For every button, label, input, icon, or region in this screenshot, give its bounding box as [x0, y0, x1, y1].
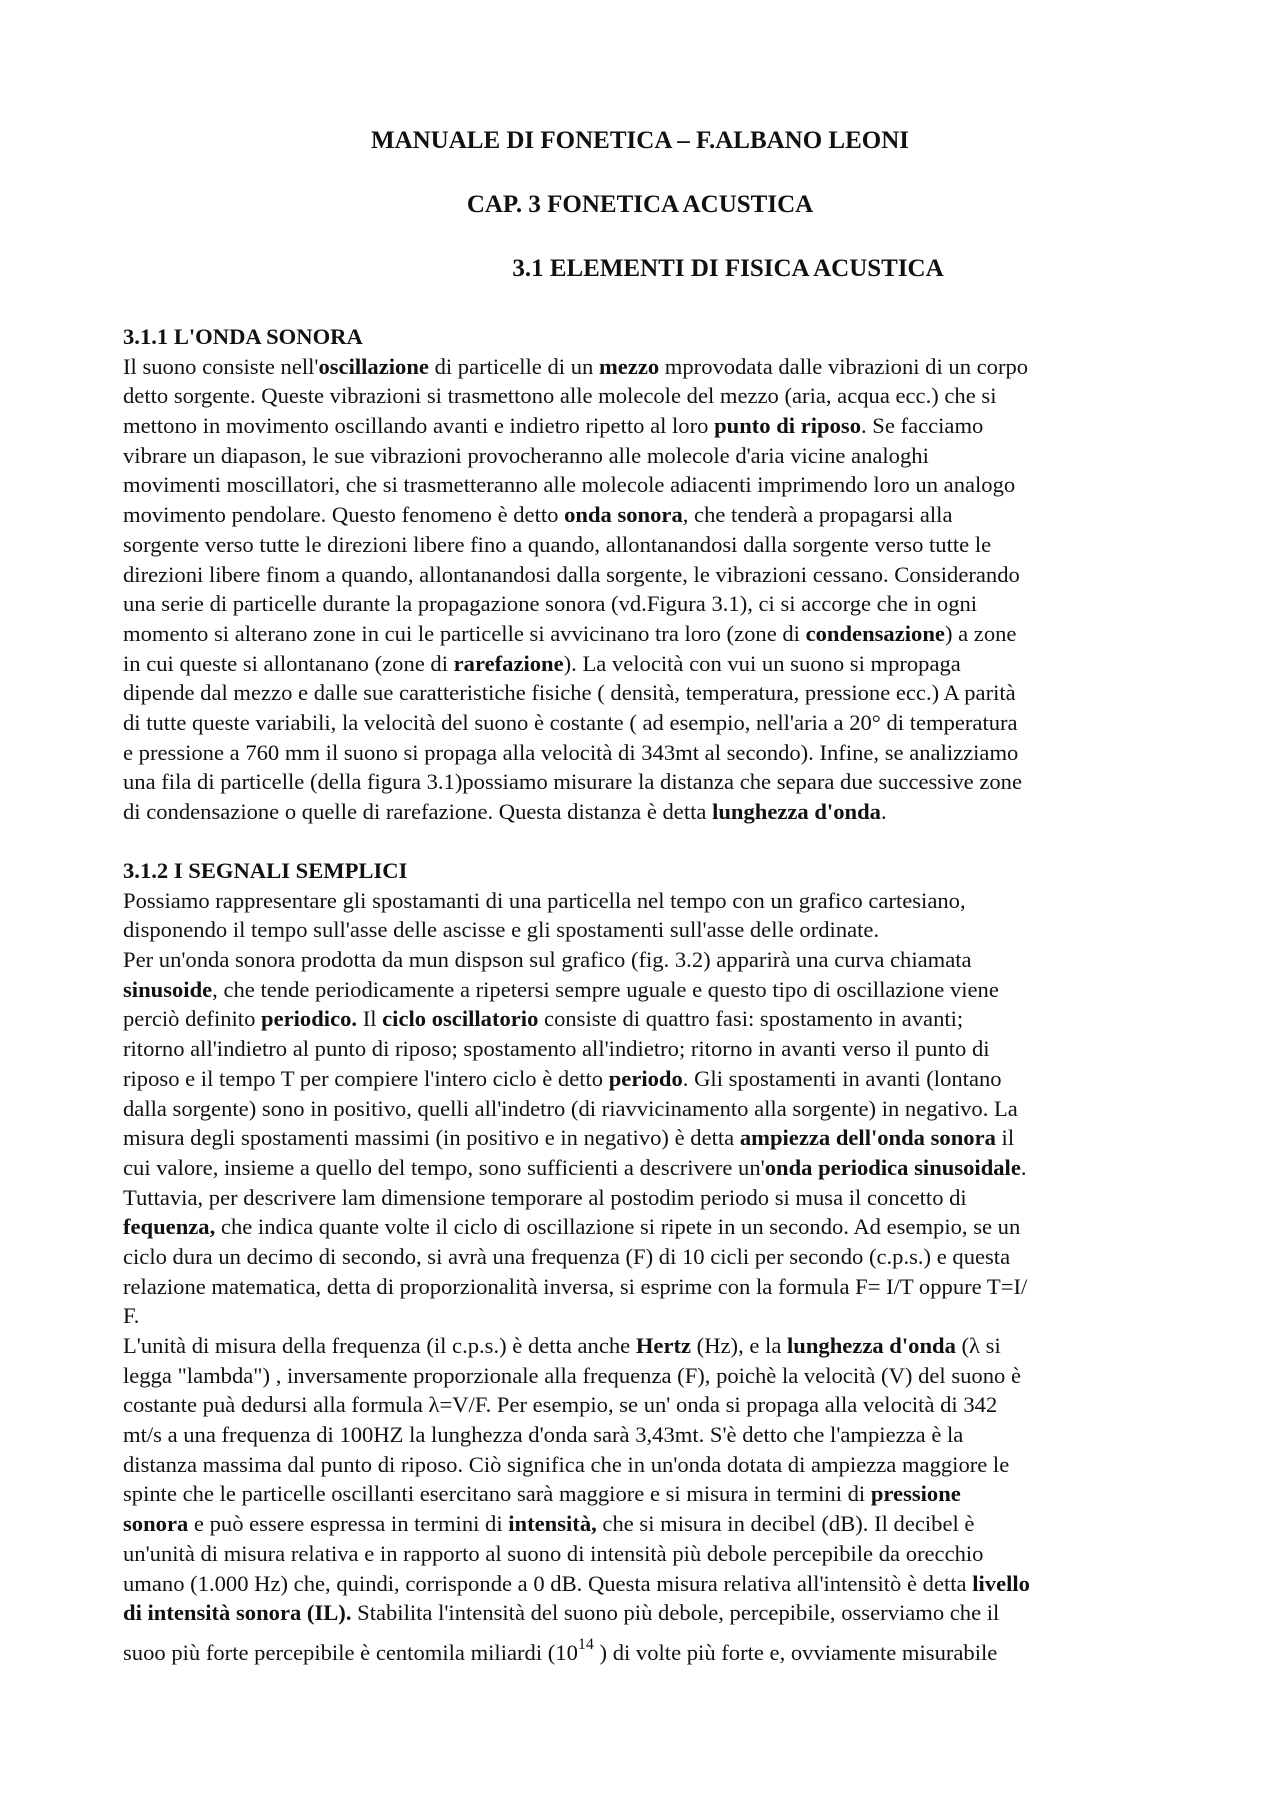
section-onda-sonora [123, 322, 1173, 827]
bold-term: rarefazione [453, 650, 564, 676]
section-title: 3.1 ELEMENTI DI FISICA ACUSTICA [512, 255, 944, 282]
paragraph-line: Il suono consiste nell'oscillazione di particelle di un mezzo mprovodata dalle vibrazioni di un corpo [123, 353, 1029, 379]
paragraph-line: ritorno all'indietro al punto di riposo; spostamento all'indietro; ritorno in avanti verso il punto di [123, 1036, 990, 1062]
paragraph-line: di tutte queste variabili, la velocità del suono è costante ( ad esempio, nell'aria a 20° di temperatura [123, 709, 1018, 735]
bold-term: punto di riposo [714, 413, 861, 439]
bold-term: periodo [608, 1065, 683, 1091]
paragraph-line: riposo e il tempo T per compiere l'intero ciclo è detto periodo. Gli spostamenti in avanti (lontano [123, 1065, 1002, 1091]
bold-term: lunghezza d'onda [787, 1333, 956, 1358]
chapter-title: CAP. 3 FONETICA ACUSTICA [466, 191, 814, 218]
paragraph-line: dalla sorgente) sono in positivo, quelli all'indetro (di riavvicinamento alla sorgente) in negativo. La [123, 1095, 1018, 1121]
paragraph-line: mettono in movimento oscillando avanti e indietro ripetto al loro punto di riposo. Se facciamo [123, 413, 984, 439]
bold-term: Hertz [635, 1333, 692, 1358]
paragraph-line: detto sorgente. Queste vibrazioni si trasmettono alle molecole del mezzo (aria, acqua ecc.) che si [123, 383, 997, 409]
paragraph-line: misura degli spostamenti massimi (in positivo e in negativo) è detta ampiezza dell'onda sonora il [123, 1125, 1015, 1151]
paragraph-line: Possiamo rappresentare gli spostamanti di una particella nel tempo con un grafico cartesiano, [123, 887, 966, 913]
bold-term: fequenza, [123, 1214, 216, 1240]
paragraph-line: relazione matematica, detta di proporzionalità inversa, si esprime con la formula F= I/T oppure T=I/ [123, 1273, 1028, 1299]
bold-term: onda sonora [564, 502, 683, 528]
bold-term: mezzo [598, 353, 660, 379]
paragraph-line: sorgente verso tutte le direzioni libere fino a quando, allontanandosi dalla sorgente verso tutte le [123, 531, 992, 557]
paragraph-line: movimento pendolare. Questo fenomeno è detto onda sonora, che tenderà a propagarsi alla [123, 502, 953, 528]
paragraph-line: mt/s a una frequenza di 100HZ la lunghezza d'onda sarà 3,43mt. S'è detto che l'ampiezza è la [123, 1422, 964, 1448]
bold-term: periodico. [261, 1006, 358, 1032]
section-segnali-semplici [123, 856, 1173, 1678]
superscript-exponent: 14 [577, 1635, 594, 1653]
subsection-heading: 3.1.2 I SEGNALI SEMPLICI [123, 858, 408, 883]
bold-term: di intensità sonora (IL). [123, 1600, 352, 1626]
paragraph-line: Tuttavia, per descrivere lam dimensione temporare al postodim periodo si musa il concetto di [123, 1184, 967, 1210]
paragraph-line: distanza massima dal punto di riposo. Ciò significa che in un'onda dotata di ampiezza maggiore le [123, 1451, 1010, 1477]
paragraph-line: e pressione a 760 mm il suono si propaga alla velocità di 343mt al secondo). Infine, se analizziamo [123, 739, 1019, 765]
paragraph-line: sinusoide, che tende periodicamente a ripetersi sempre uguale e questo tipo di oscillazione viene [123, 976, 999, 1002]
paragraph-line: ciclo dura un decimo di secondo, si avrà una frequenza (F) di 10 cicli per secondo (c.p.s.) e questa [123, 1243, 1011, 1269]
paragraph-line: spinte che le particelle oscillanti esercitano sarà maggiore e si misura in termini di pressione [123, 1481, 961, 1507]
bold-term: ampiezza dell'onda sonora [739, 1125, 996, 1151]
paragraph-line: umano (1.000 Hz) che, quindi, corrisponde a 0 dB. Questa misura relativa all'intensitò è detta livello [123, 1570, 1030, 1596]
bold-term: intensità, [508, 1511, 597, 1537]
paragraph-line: suoo più forte percepibile è centomila miliardi ($10^{14}$ ) di volte più forte e, ovviamente misurabile [123, 1635, 998, 1665]
paragraph-line: di intensità sonora (IL). Stabilita l'intensità del suono più debole, percepibile, osserviamo che il [123, 1600, 1000, 1626]
paragraph-line: Per un'onda sonora prodotta da mun dispson sul grafico (fig. 3.2) apparirà una curva chiamata [123, 947, 972, 973]
bold-term: oscillazione [318, 353, 429, 379]
bold-term: sonora [123, 1511, 189, 1537]
paragraph-line: disponendo il tempo sull'asse delle ascisse e gli spostamenti sull'asse delle ordinate. [123, 917, 880, 943]
bold-term: pressione [870, 1481, 961, 1507]
bold-term: onda periodica sinusoidale [764, 1154, 1021, 1180]
paragraph-line: sonora e può essere espressa in termini di intensità, che si misura in decibel (dB). Il decibel è [123, 1511, 975, 1537]
document-title: MANUALE DI FONETICA – F.ALBANO LEONI [370, 127, 910, 154]
paragraph-line: un'unità di misura relativa e in rapporto al suono di intensità più debole percepibile da orecchio [123, 1540, 984, 1566]
paragraph-line: legga "lambda") , inversamente proporzionale alla frequenza (F), poichè la velocità (V) del suono è [123, 1362, 1021, 1388]
bold-term: lunghezza d'onda [712, 799, 881, 824]
paragraph-line: F. [123, 1303, 140, 1329]
paragraph-line: cui valore, insieme a quello del tempo, sono sufficienti a descrivere un'onda periodica sinusoidale. [123, 1154, 1027, 1180]
paragraph-line: L'unità di misura della frequenza (il c.p.s.) è detta anche Hertz (Hz), e la lunghezza d'onda (λ si [123, 1333, 1001, 1358]
bold-term: condensazione [805, 620, 945, 646]
bold-term: sinusoide [123, 976, 213, 1002]
paragraph-line: movimenti moscillatori, che si trasmetteranno alle molecole adiacenti imprimendo loro un analogo [123, 472, 1016, 498]
paragraph-line: costante puà dedursi alla formula λ=V/F. Per esempio, se un' onda si propaga alla velocità di 342 [123, 1392, 998, 1418]
paragraph-line: fequenza, che indica quante volte il ciclo di oscillazione si ripete in un secondo. Ad esempio, se un [123, 1214, 1021, 1240]
paragraph-line: momento si alterano zone in cui le particelle si avvicinano tra loro (zone di condensazione) a zone [123, 620, 1017, 646]
paragraph-line: una fila di particelle (della figura 3.1)possiamo misurare la distanza che separa due successive zone [123, 769, 1022, 795]
paragraph-line: dipende dal mezzo e dalle sue caratteristiche fisiche ( densità, temperatura, pressione ecc.) A parità [123, 680, 1016, 706]
paragraph-line: direzioni libere finom a quando, allontanandosi dalla sorgente, le vibrazioni cessano. Considerando [123, 561, 1020, 587]
paragraph-line: vibrare un diapason, le sue vibrazioni provocheranno alle molecole d'aria vicine analoghi [123, 442, 929, 468]
bold-term: livello [972, 1570, 1030, 1596]
bold-term: ciclo oscillatorio [382, 1006, 539, 1032]
paragraph-line: di condensazione o quelle di rarefazione. Questa distanza è detta lunghezza d'onda. [123, 799, 887, 824]
paragraph-line: una serie di particelle durante la propagazione sonora (vd.Figura 3.1), ci si accorge che in ogni [123, 591, 978, 617]
paragraph-line: perciò definito periodico. Il ciclo oscillatorio consiste di quattro fasi: spostamento in avanti; [123, 1006, 964, 1032]
subsection-heading: 3.1.1 L'ONDA SONORA [123, 324, 363, 349]
paragraph-line: in cui queste si allontanano (zone di rarefazione). La velocità con vui un suono si mpropaga [123, 650, 961, 676]
